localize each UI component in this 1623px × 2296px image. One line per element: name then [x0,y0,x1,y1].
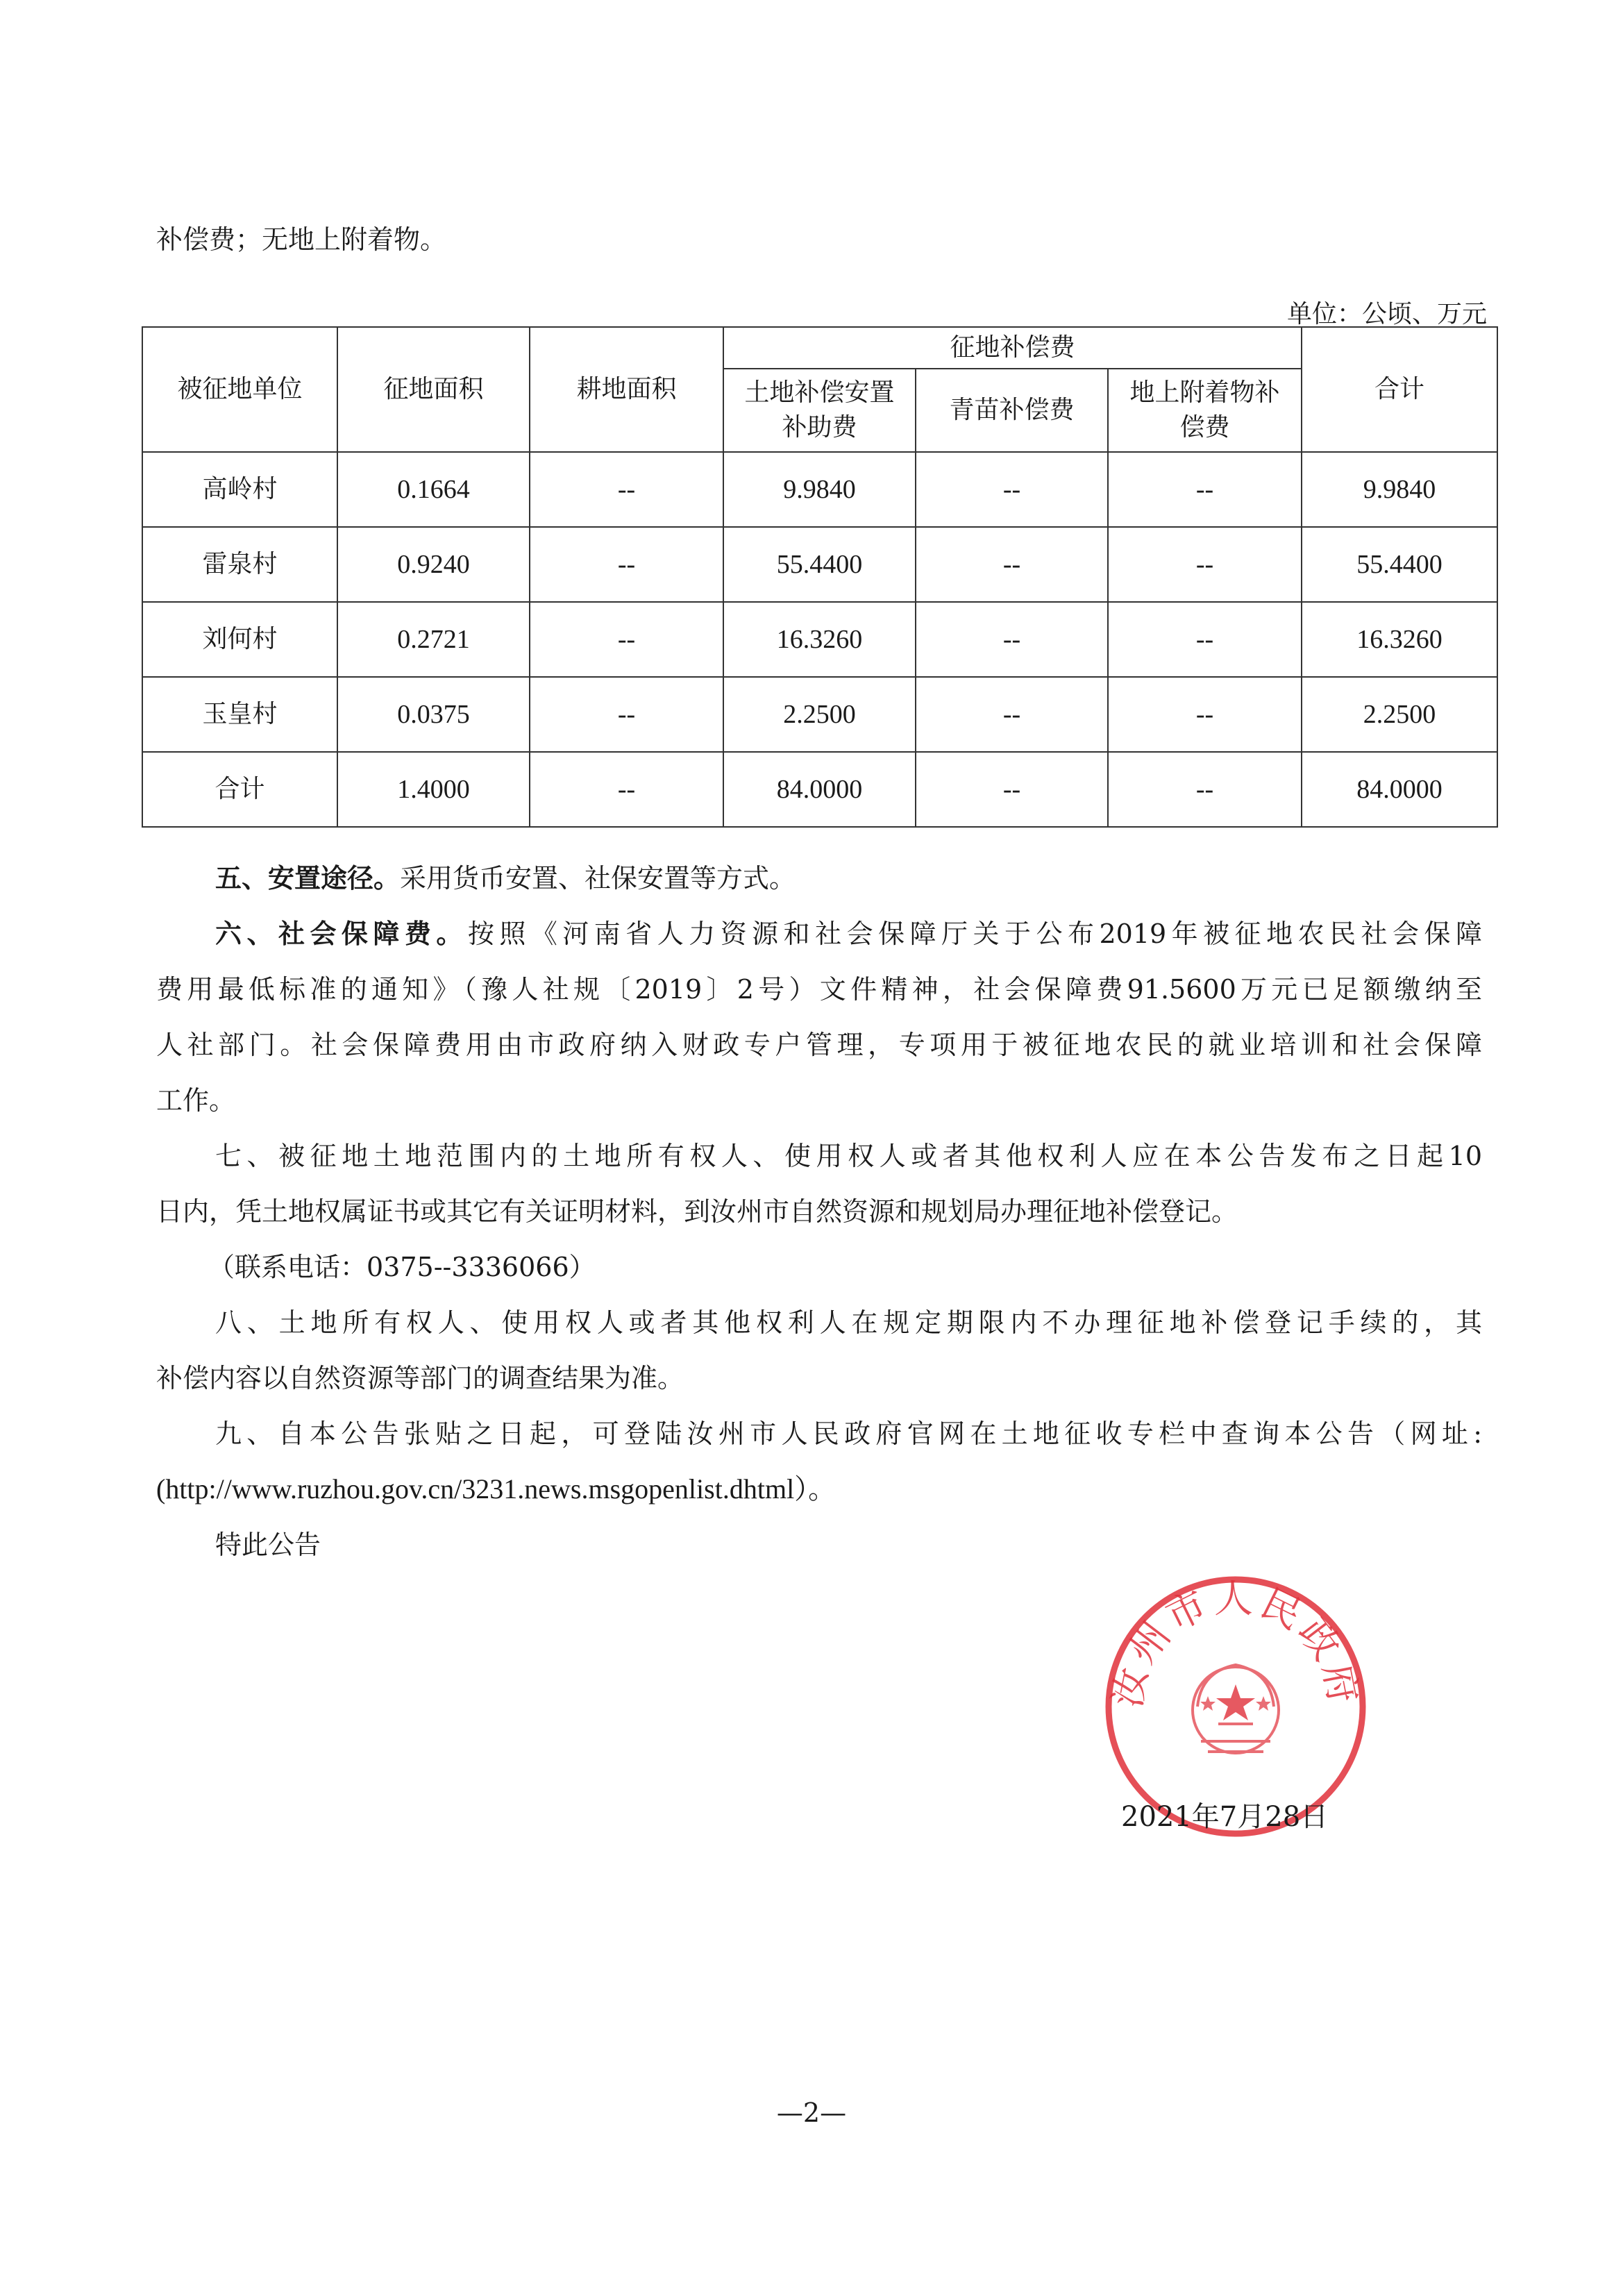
cell-land-compensation: 16.3260 [723,602,916,677]
header-area: 征地面积 [337,327,530,452]
cell-unit: 高岭村 [142,452,337,527]
section-5 [215,861,796,896]
section-9-line-1: 九、自本公告张贴之日起，可登陆汝州市人民政府官网在土地征收专栏中查询本公告（网址: [215,1418,1482,1449]
table-row [142,452,1497,527]
header-attachment-compensation: 地上附着物补偿费 [1108,369,1302,452]
cell-crop-compensation: -- [916,602,1108,677]
table-row [142,677,1497,752]
table-total-row [142,752,1497,827]
header-land-compensation: 土地补偿安置补助费 [723,369,916,452]
header-crop-compensation: 青苗补偿费 [916,369,1108,452]
seal-text: 汝州市人民政府 [1104,1577,1367,1711]
header-total: 合计 [1302,327,1497,452]
cell-land-compensation: 2.2500 [723,677,916,752]
header-compensation-group: 征地补偿费 [723,327,1302,369]
cell-farmland: -- [530,602,723,677]
cell-farmland: -- [530,527,723,602]
page-number: —2— [776,2097,847,2128]
section-8-line-2: 补偿内容以自然资源等部门的调查结果为准。 [156,1363,684,1393]
cell-crop-compensation: -- [916,677,1108,752]
table-row [142,602,1497,677]
cell-total: 2.2500 [1302,677,1497,752]
cell-crop-compensation: -- [916,752,1108,827]
cell-unit: 玉皇村 [142,677,337,752]
compensation-table [142,326,1498,828]
cell-area: 0.2721 [337,602,530,677]
cell-area: 0.0375 [337,677,530,752]
cell-attachment-compensation: -- [1108,452,1302,527]
cell-land-compensation: 9.9840 [723,452,916,527]
cell-land-compensation: 84.0000 [723,752,916,827]
cell-crop-compensation: -- [916,452,1108,527]
cell-area: 0.9240 [337,527,530,602]
document-date: 2021年7月28日 [1121,1801,1329,1833]
cell-farmland: -- [530,752,723,827]
cell-unit: 合计 [142,752,337,827]
section-5-heading: 五、安置途径。 [215,862,401,894]
section-7-line-1: 七、被征地土地范围内的土地所有权人、使用权人或者其他权利人应在本公告发布之日起10 [215,1141,1482,1171]
cell-land-compensation: 55.4400 [723,527,916,602]
cell-farmland: -- [530,677,723,752]
header-farmland: 耕地面积 [530,327,723,452]
cell-attachment-compensation: -- [1108,677,1302,752]
section-6-line-4: 工作。 [156,1085,236,1116]
table-row [142,527,1497,602]
section-6-heading: 六、社会保障费。 [215,918,468,949]
intro-text: 补偿费；无地上附着物。 [156,224,447,255]
unit-note: 单位：公顷、万元 [1286,300,1487,328]
cell-total: 55.4400 [1302,527,1497,602]
cell-attachment-compensation: -- [1108,602,1302,677]
cell-unit: 雷泉村 [142,527,337,602]
cell-farmland: -- [530,452,723,527]
section-6-line-2: 费用最低标准的通知》（豫人社规〔2019〕2号）文件精神，社会保障费91.5600万元已足额缴纳至 [156,974,1482,1005]
cell-attachment-compensation: -- [1108,527,1302,602]
cell-unit: 刘何村 [142,602,337,677]
cell-attachment-compensation: -- [1108,752,1302,827]
section-8-line-1: 八、土地所有权人、使用权人或者其他权利人在规定期限内不办理征地补偿登记手续的，其 [215,1307,1482,1338]
cell-area: 1.4000 [337,752,530,827]
cell-total: 16.3260 [1302,602,1497,677]
section-6-line-3: 人社部门。社会保障费用由市政府纳入财政专户管理，专项用于被征地农民的就业培训和社会保障 [156,1030,1482,1060]
cell-total: 84.0000 [1302,752,1497,827]
section-5-body: 采用货币安置、社保安置等方式。 [400,863,796,894]
section-6-line-1: 六、社会保障费。按照《河南省人力资源和社会保障厅关于公布2019年被征地农民社会保障 [215,918,1482,949]
cell-area: 0.1664 [337,452,530,527]
header-unit: 被征地单位 [142,327,337,452]
closing-text: 特此公告 [215,1530,321,1560]
section-7-line-2: 日内，凭土地权属证书或其它有关证明材料，到汝州市自然资源和规划局办理征地补偿登记。 [156,1196,1238,1227]
section-9-line-2: (http://www.ruzhou.gov.cn/3231.news.msgopenlist.dhtml）。 [156,1473,836,1505]
cell-total: 9.9840 [1302,452,1497,527]
cell-crop-compensation: -- [916,527,1108,602]
section-7-contact: （联系电话：0375--3336066） [208,1252,596,1282]
